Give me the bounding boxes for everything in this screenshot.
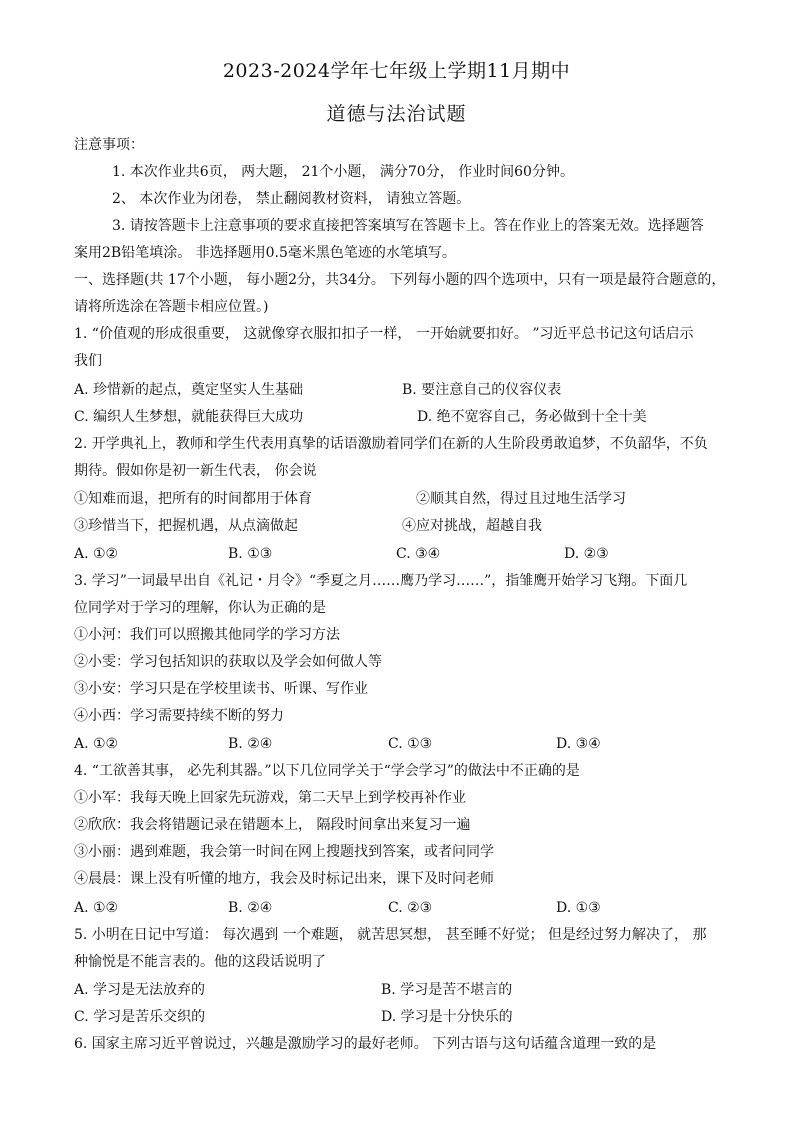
question-4-statement-4: ④晨晨：课上没有听懂的地方，我会及时标记出来，课下及时问老师 [74,871,494,887]
question-3-statement-3: ③小安：学习只是在学校里读书、听课、写作业 [74,681,368,697]
question-2-stem-line-2: 期待。假如你是初一新生代表， 你会说 [74,463,317,479]
question-3-stem-line-1: 3. 学习”一词最早出自《礼记・月令》“季夏之月……鹰乃学习……”，指雏鹰开始学习飞翔。下面几 [74,573,688,589]
question-5-option-d: D. 学习是十分快乐的 [381,1009,513,1025]
question-3-option-d: D. ③④ [556,736,601,752]
question-2-statement-1: ①知难而退，把所有的时间都用于体育 [74,491,312,507]
section-heading-line-2: 请将所选涂在答题卡相应位置。) [74,299,269,315]
question-3-stem-line-2: 位同学对于学习的理解，你认为正确的是 [74,600,326,616]
question-4-stem: 4. “工欲善其事， 必先利其器。”以下几位同学关于“学会学习”的做法中不正确的是 [74,763,580,779]
notice-heading: 注意事项： [74,137,144,153]
question-5-stem-line-2: 种愉悦是不能言表的。他的这段话说明了 [74,954,326,970]
question-1-option-c: C. 编织人生梦想，就能获得巨大成功 [74,409,304,425]
question-1-option-b: B. 要注意自己的仪容仪表 [402,382,562,398]
question-3-option-b: B. ②④ [228,736,273,752]
page-subtitle: 道德与法治试题 [326,103,467,125]
question-2-option-b: B. ①③ [228,546,273,562]
question-5-option-a: A. 学习是无法放弃的 [74,982,206,998]
page-title: 2023-2024学年七年级上学期11月期中 [222,60,571,82]
question-5-stem-line-1: 5. 小明在日记中写道： 每次遇到 一个难题， 就苦思冥想， 甚至睡不好觉； 但是经过努力解决了， 那 [74,927,707,943]
question-1-option-a: A. 珍惜新的起点，奠定坚实人生基础 [74,382,304,398]
question-1-option-d: D. 绝不宽容自己，务必做到十全十美 [417,409,647,425]
question-4-option-b: B. ②④ [228,900,273,916]
question-6-stem: 6. 国家主席习近平曾说过，兴趣是激励学习的最好老师。 下列古语与这句话蕴含道理一致的是 [74,1036,657,1052]
question-4-option-d: D. ①③ [556,900,601,916]
notice-item-2: 2、 本次作业为闭卷， 禁止翻阅教材资料， 请独立答题。 [112,191,471,207]
question-1-stem-line-1: 1. “价值观的形成很重要， 这就像穿衣服扣扣子一样， 一开始就要扣好。 ”习近平总书记这句话启示 [74,326,694,342]
question-5-option-b: B. 学习是苦不堪言的 [381,982,513,998]
question-4-statement-3: ③小丽：遇到难题，我会第一时间在网上搜题找到答案，或者问同学 [74,844,494,860]
notice-item-1: 1. 本次作业共6页， 两大题， 21个小题， 满分70分， 作业时间60分钟。 [112,164,574,180]
question-3-option-c: C. ①③ [388,736,433,752]
question-3-statement-1: ①小河：我们可以照搬其他同学的学习方法 [74,627,340,643]
question-3-option-a: A. ①② [74,736,119,752]
question-3-statement-2: ②小雯：学习包括知识的获取以及学会如何做人等 [74,654,382,670]
notice-item-3-line-1: 3. 请按答题卡上注意事项的要求直接把答案填写在答题卡上。答在作业上的答案无效。选择题答 [112,218,704,234]
question-5-option-c: C. 学习是苦乐交织的 [74,1009,206,1025]
question-2-statement-4: ④应对挑战，超越自我 [402,518,542,534]
notice-item-3-line-2: 案用2B铅笔填涂。 非选择题用0.5毫米黑色笔迹的水笔填写。 [74,245,456,261]
question-2-stem-line-1: 2. 开学典礼上，教师和学生代表用真挚的话语激励着同学们在新的人生阶段勇敢追梦，不负韶华，不负 [74,436,708,452]
question-4-statement-2: ②欣欣：我会将错题记录在错题本上， 隔段时间拿出来复习一遍 [74,817,471,833]
question-2-statement-2: ②顺其自然，得过且过地生活学习 [416,491,626,507]
question-2-option-c: C. ③④ [396,546,441,562]
question-4-option-c: C. ②③ [388,900,433,916]
question-3-statement-4: ④小西：学习需要持续不断的努力 [74,708,284,724]
question-2-statement-3: ③珍惜当下，把握机遇，从点滴做起 [74,518,298,534]
question-2-option-a: A. ①② [74,546,119,562]
question-4-option-a: A. ①② [74,900,119,916]
question-1-stem-line-2: 我们 [74,353,102,369]
section-heading-line-1: 一、选择题(共 17个小题， 每小题2分，共34分。 下列每小题的四个选项中，只有一项是最符合题意的， [74,272,726,288]
question-4-statement-1: ①小军：我每天晚上回家先玩游戏，第二天早上到学校再补作业 [74,790,466,806]
question-2-option-d: D. ②③ [564,546,609,562]
